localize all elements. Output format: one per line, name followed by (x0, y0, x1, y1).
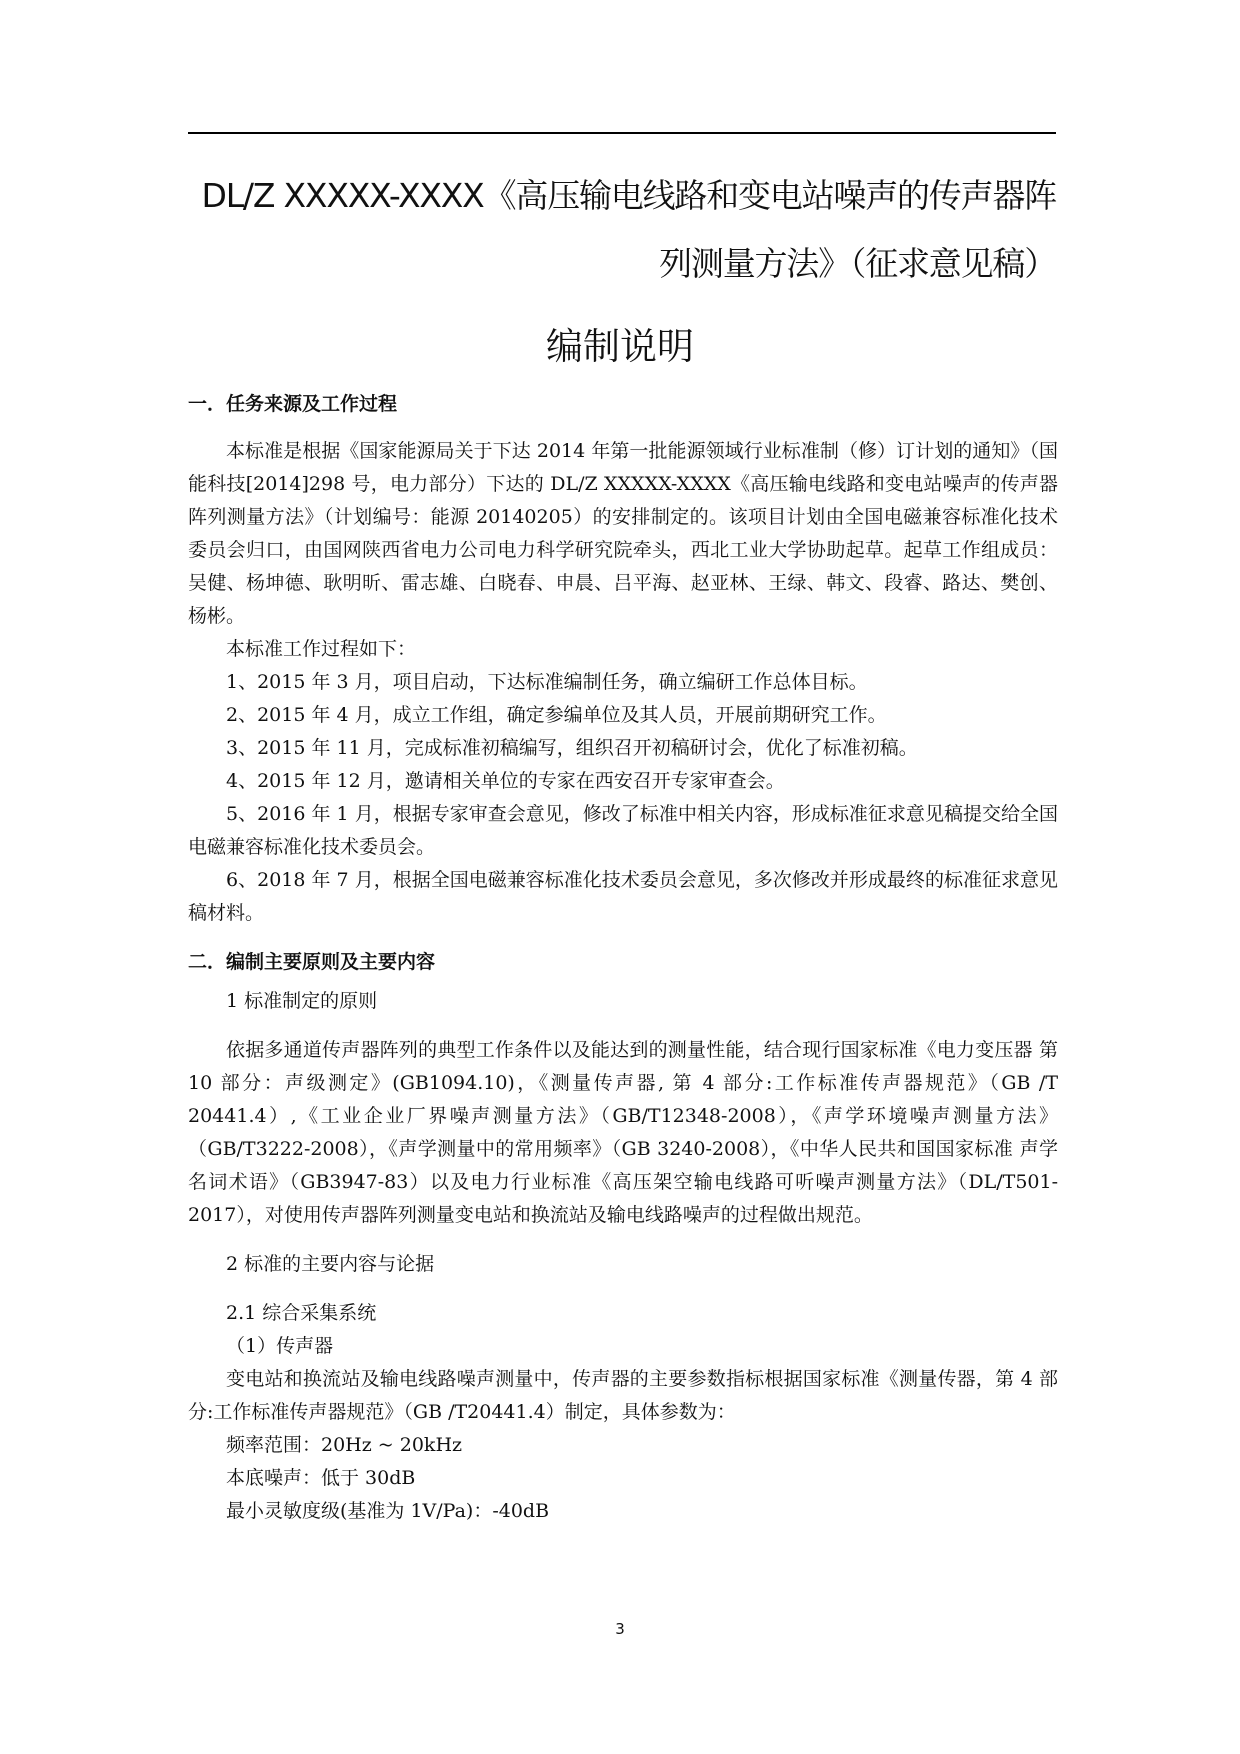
process-step-3: 3、2015 年 11 月，完成标准初稿编写，组织召开初稿研讨会，优化了标准初稿。 (226, 737, 918, 759)
item-1-paragraph: 变电站和换流站及输电线路噪声测量中，传声器的主要参数指标根据国家标准《测量传器，第 4 部分:工作标准传声器规范》（GB /T20441.4）制定，具体参数为： (188, 1368, 1058, 1423)
document-title-line-2: 列测量方法》（征求意见稿） (659, 244, 1056, 283)
subsection-2-title: 2 标准的主要内容与论据 (226, 1253, 435, 1275)
process-intro: 本标准工作过程如下： (226, 638, 417, 660)
item-1-title: （1）传声器 (226, 1335, 334, 1357)
subsection-2-1-title: 2.1 综合采集系统 (226, 1302, 377, 1324)
subsection-1-title: 1 标准制定的原则 (226, 990, 378, 1012)
document-body (188, 388, 1058, 1528)
process-step-4: 4、2015 年 12 月，邀请相关单位的专家在西安召开专家审查会。 (226, 770, 785, 792)
subsection-1-paragraph: 依据多通道传声器阵列的典型工作条件以及能达到的测量性能，结合现行国家标准《电力变压器 第 10 部分：声级测定》(GB1094.10)，《测量传声器, 第 4 部分:工作标准传声器规范》（GB /T 20441.4）,《工业企业厂界噪声测量方法》（GB/T12348-2008），《声学环境噪声测量方法》（GB/T3222-2008），《声学测量中的常用频率》（GB 3240-2008），《中华人民共和国国家标准 声学名词术语》（GB3947-83）以及电力行业标准《高压架空输电线路可听噪声测量方法》（DL/T501-2017），对使用传声器阵列测量变电站和换流站及输电线路噪声的过程做出规范。 (188, 1039, 1058, 1226)
param-min-sensitivity: 最小灵敏度级(基准为 1V/Pa)：-40dB (226, 1500, 550, 1522)
process-step-1: 1、2015 年 3 月，项目启动，下达标准编制任务，确立编研工作总体目标。 (226, 671, 868, 693)
process-step-6: 6、2018 年 7 月，根据全国电磁兼容标准化技术委员会意见，多次修改并形成最终的标准征求意见稿材料。 (188, 869, 1058, 924)
document-subtitle: 编制说明 (546, 325, 694, 368)
section-1-intro-paragraph: 本标准是根据《国家能源局关于下达 2014 年第一批能源领域行业标准制（修）订计划的通知》（国能科技[2014]298 号，电力部分）下达的 DL/Z XXXXX-XXXX《高压输电线路和变电站噪声的传声器阵列测量方法》（计划编号：能源 20140205）的安排制定的。该项目计划由全国电磁兼容标准化技术委员会归口，由国网陕西省电力公司电力科学研究院牵头，西北工业大学协助起草。起草工作组成员：吴健、杨坤德、耿明昕、雷志雄、白晓春、申晨、吕平海、赵亚林、王绿、韩文、段睿、路达、樊创、杨彬。 (188, 440, 1058, 627)
param-frequency-range: 频率范围：20Hz ~ 20kHz (226, 1434, 463, 1456)
param-noise-floor: 本底噪声：低于 30dB (226, 1467, 416, 1489)
process-step-2: 2、2015 年 4 月，成立工作组，确定参编单位及其人员，开展前期研究工作。 (226, 704, 887, 726)
header-rule (188, 132, 1056, 134)
page-number: 3 (615, 1620, 625, 1638)
section-2-heading: 二．编制主要原则及主要内容 (188, 951, 436, 973)
process-step-5: 5、2016 年 1 月，根据专家审查会意见，修改了标准中相关内容，形成标准征求意见稿提交给全国电磁兼容标准化技术委员会。 (188, 803, 1058, 858)
section-1-heading: 一．任务来源及工作过程 (188, 393, 398, 415)
document-title-line-1: DL/Z XXXXX-XXXX《高压输电线路和变电站噪声的传声器阵 (201, 176, 1056, 215)
